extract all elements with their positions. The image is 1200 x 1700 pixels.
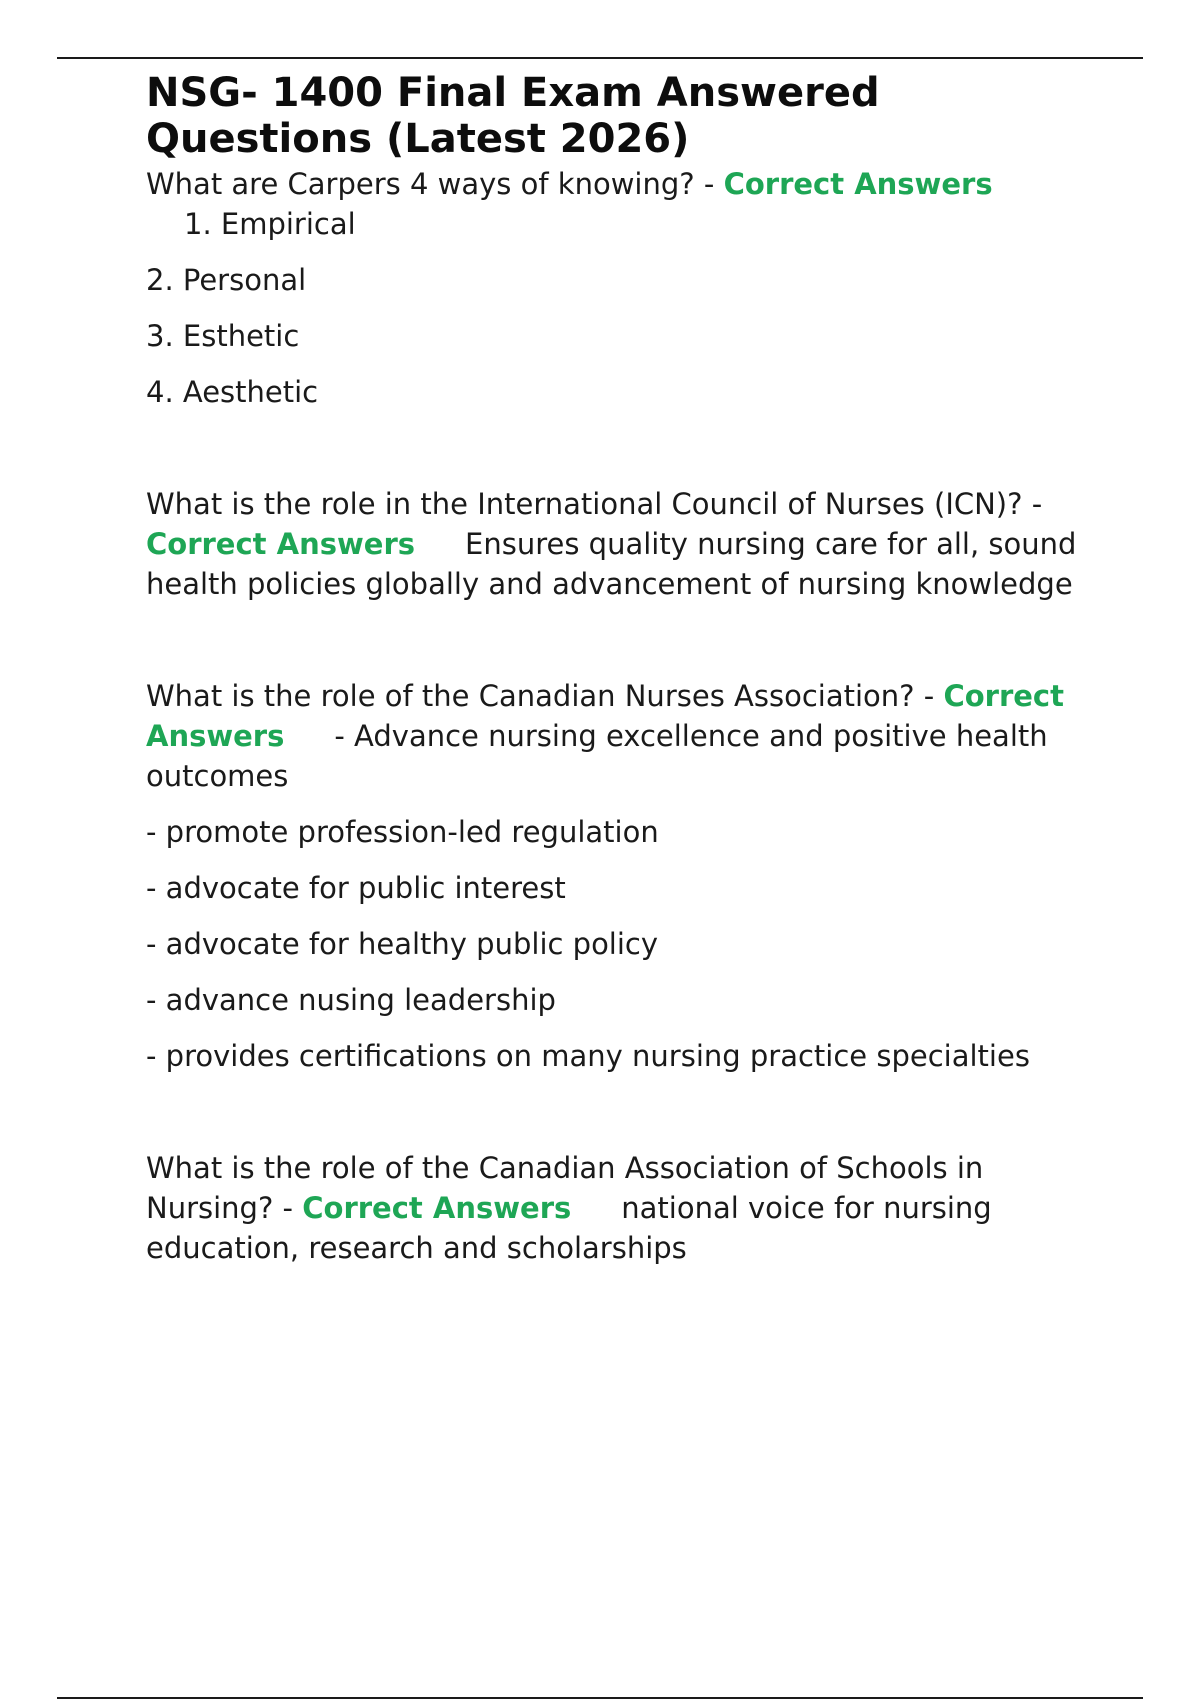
list-item: 2. Personal — [146, 263, 307, 297]
list-item: - advocate for public interest — [146, 871, 566, 905]
answer-3: - Advance nursing excellence and positive health outcomes — [146, 719, 1048, 793]
question-text — [146, 676, 1096, 796]
question-1: What are Carpers 4 ways of knowing? - — [146, 167, 724, 201]
list-item: - provides certifications on many nursing practice specialties — [146, 1039, 1030, 1073]
list-item: - advance nusing leadership — [146, 983, 556, 1017]
question-text — [146, 1148, 1096, 1268]
list-item: - advocate for healthy public policy — [146, 927, 659, 961]
question-2: What is the role in the International Council of Nurses (ICN)? - — [146, 487, 1043, 521]
answer-4: national voice for nursing education, research and scholarships — [146, 1191, 992, 1265]
question-4: What is the role of the Canadian Association of Schools in Nursing? - — [146, 1151, 984, 1225]
qa-block-casn — [146, 1148, 1096, 1268]
answer-label: Correct Answers — [146, 527, 416, 561]
answer-label: Correct Answers — [723, 167, 993, 201]
answer-label: Correct Answers — [302, 1191, 572, 1225]
document-page — [146, 70, 1096, 1268]
answer-2: Ensures quality nursing care for all, sound health policies globally and advancement of nursing knowledge — [146, 527, 1077, 601]
document-title: NSG- 1400 Final Exam Answered Questions (Latest 2026) — [146, 70, 880, 162]
question-text — [146, 484, 1096, 604]
question-text — [146, 164, 1096, 204]
list-item: 1. Empirical — [184, 207, 356, 241]
header-rule — [57, 57, 1143, 59]
answer-label: Correct Answers — [146, 679, 1064, 753]
qa-block-cna — [146, 676, 1096, 1076]
qa-block-carpers — [146, 164, 1096, 412]
qa-block-icn — [146, 484, 1096, 604]
list-item: 3. Esthetic — [146, 319, 300, 353]
question-3: What is the role of the Canadian Nurses Association? - — [146, 679, 935, 713]
footer-rule — [57, 1697, 1143, 1699]
list-item: - promote profession-led regulation — [146, 815, 659, 849]
list-item: 4. Aesthetic — [146, 375, 319, 409]
